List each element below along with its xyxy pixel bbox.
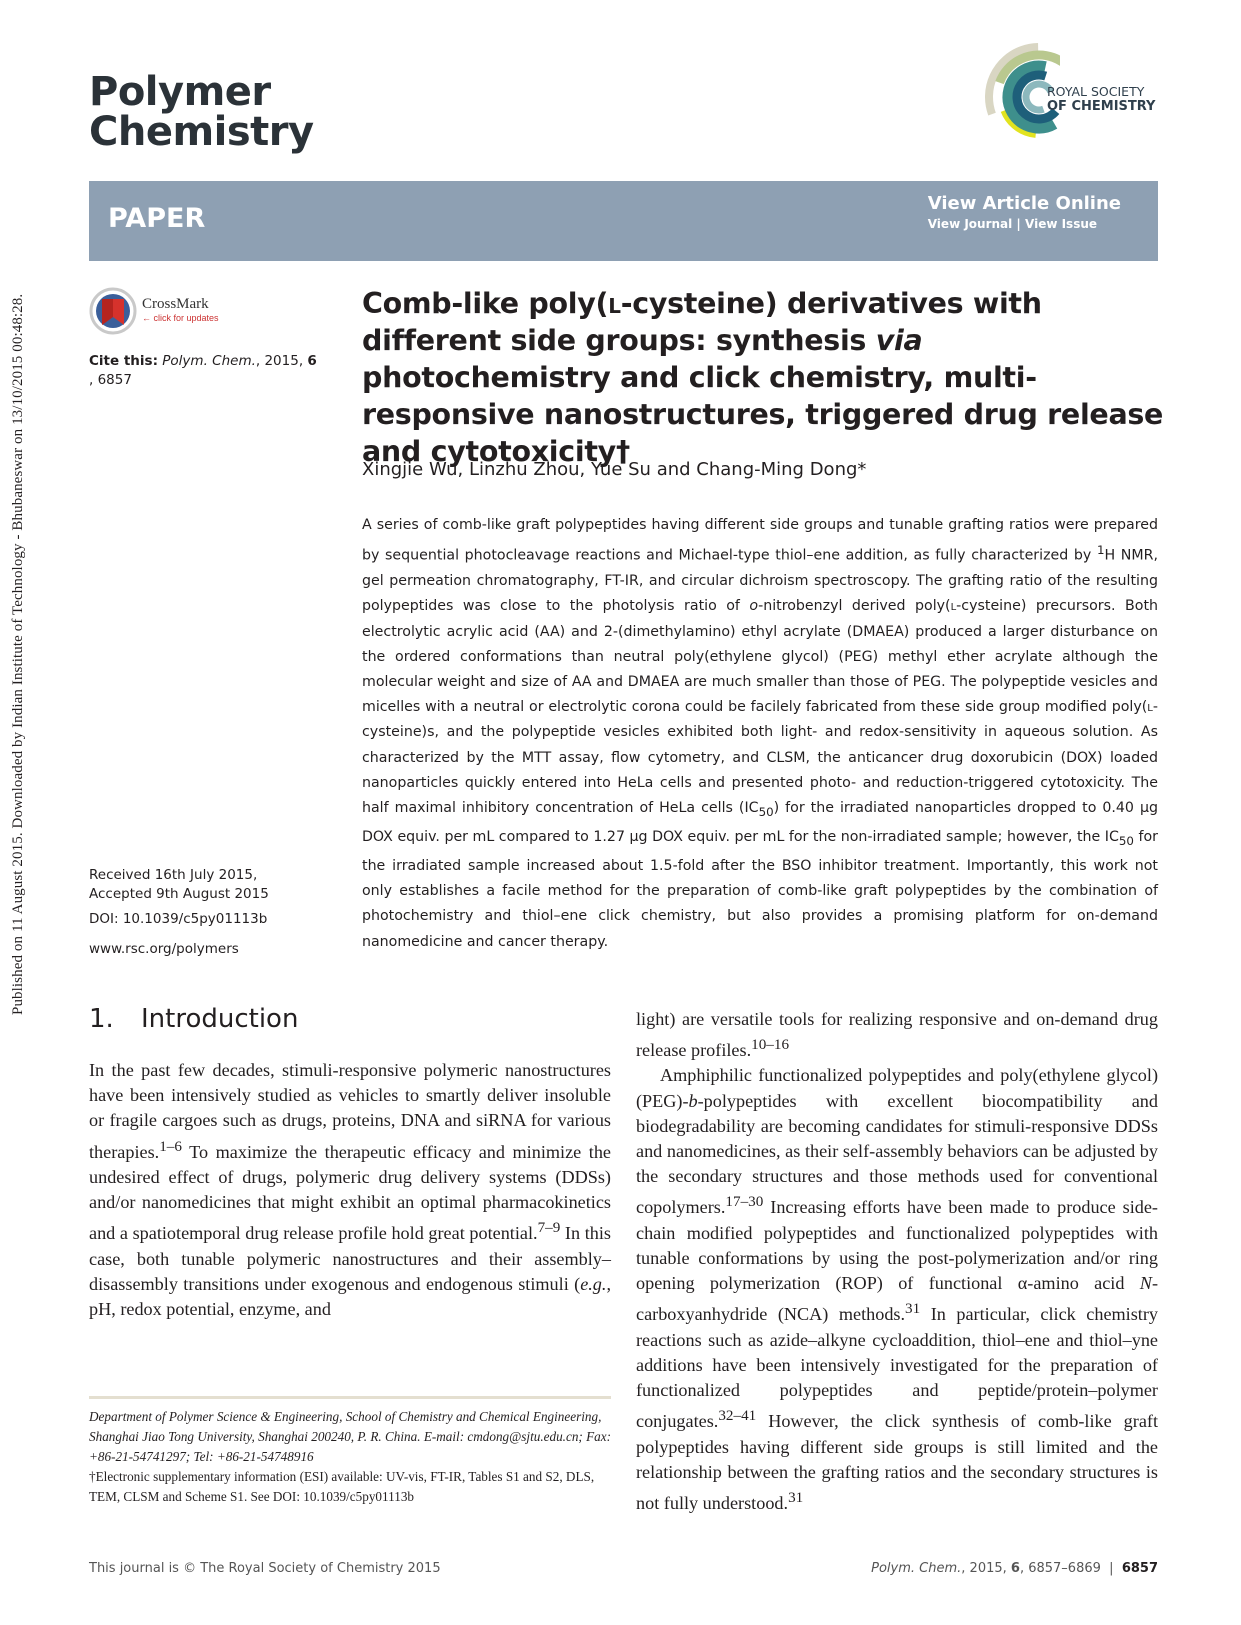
title-part-c: photochemistry and click chemistry, multi-responsive nanostructures, triggered drug release and cytotoxicity† (362, 361, 1164, 468)
intro-left-column (89, 1058, 611, 1322)
section-heading (89, 1004, 298, 1034)
rsc-name-line1: ROYAL SOCIETY (1047, 84, 1145, 99)
rsc-name-line2: OF CHEMISTRY (1047, 99, 1156, 114)
journal-title (89, 69, 489, 155)
abstract-subscript: 50 (1118, 833, 1134, 848)
view-issue-link[interactable]: View Issue (1025, 217, 1098, 231)
journal-issue-links (928, 217, 1121, 231)
footer-volume: 6 (1010, 1561, 1020, 1576)
abstract-small-caps: l (1147, 699, 1153, 716)
rsc-logo[interactable] (985, 40, 1165, 155)
abstract-italic: o (749, 598, 759, 615)
footer-pages: , 6857–6869 (1019, 1561, 1101, 1576)
cite-year: , 2015, (255, 353, 308, 369)
download-note: Published on 11 August 2015. Downloaded by Indian Institute of Technology - Bhubaneswar on 13/10/2015 00:48:28. (10, 293, 26, 1015)
abstract-text: -cysteine)s, and the polypeptide vesicles exhibited both light- and redox-sensitivity in aqueous solution. As characterized by the MTT assay, flow cytometry, and CLSM, the anticancer drug doxorubicin (DOX) loaded nanoparticles quickly entered into HeLa cells and presented photo- and reduction-triggered cytotoxicity. The half maximal inhibitory concentration of HeLa cells (IC (362, 699, 1158, 816)
reference-citation[interactable]: 10–16 (751, 1036, 790, 1054)
body-text: In particular, click chemistry reactions such as azide–alkyne cycloaddition, thiol–ene and thiol–yne additions have been intensively investigated for the preparation of functionalized polypeptides and peptide/protein–polymer conjugates. (636, 1304, 1158, 1432)
accepted-date: Accepted 9th August 2015 (89, 886, 269, 902)
cite-volume: 6 (307, 353, 317, 369)
article-type-banner (89, 181, 1158, 261)
reference-citation[interactable]: 7–9 (537, 1219, 561, 1237)
crossmark-label: CrossMark (142, 296, 209, 312)
section-number: 1. (89, 1004, 114, 1034)
reference-citation[interactable]: 17–30 (725, 1193, 764, 1211)
body-text: However, the click synthesis of comb-like graft polypeptides having different side groups is still limited and the relationship between the grafting ratios and the secondary structures is not fully understood. (636, 1411, 1158, 1513)
crossmark-sublabel-text: click for updates (153, 313, 219, 323)
footer-journal: Polym. Chem. (871, 1561, 962, 1576)
view-article-online-link[interactable]: View Article Online (927, 193, 1121, 214)
arrow-left-icon: ← (142, 313, 151, 323)
reference-citation[interactable]: 31 (788, 1488, 804, 1506)
copyright-footer: This journal is © The Royal Society of Chemistry 2015 (89, 1561, 441, 1576)
abstract-text: for the irradiated sample increased about 1.5-fold after the BSO inhibitor treatment. Importantly, this work not only establishes a facile method for the preparation of comb-like graft polypeptides by the combination of photochemistry and thiol–ene click chemistry, but also provides a promising platform for on-demand nanomedicine and cancer therapy. (362, 829, 1158, 950)
body-text: , pH, redox potential, enzyme, and (89, 1273, 611, 1319)
body-italic: N (1139, 1273, 1152, 1294)
abstract-text: ) for the irradiated nanoparticles dropped to 0.40 µg DOX equiv. per mL compared to 1.27 µg DOX equiv. per mL for the non-irradiated sample; however, the IC (362, 799, 1158, 845)
article-links (928, 193, 1121, 231)
footer-separator: | (1100, 1561, 1122, 1576)
page-number: 6857 (1121, 1561, 1158, 1576)
body-text: light) are versatile tools for realizing responsive and on-demand drug release profiles. (636, 1009, 1158, 1061)
footnotes (89, 1407, 611, 1507)
title-part-b: -cysteine) derivatives with different side groups: synthesis (362, 287, 1042, 357)
page-footer (871, 1561, 1158, 1576)
article-title (362, 285, 1167, 470)
cite-label: Cite this: (89, 353, 158, 369)
cite-journal: Polym. Chem. (162, 353, 256, 369)
body-italic: b (688, 1090, 698, 1111)
view-journal-link[interactable]: View Journal (927, 217, 1013, 231)
reference-citation[interactable]: 32–41 (718, 1407, 757, 1425)
abstract-superscript: 1 (1096, 543, 1105, 558)
title-l-prefix: l (608, 287, 621, 320)
abstract-text: -nitrobenzyl derived poly( (758, 598, 951, 615)
abstract-text: A series of comb-like graft polypeptides having different side groups and tunable grafting ratios were prepared by sequential photocleavage reactions and Michael-type thiol–ene addition, as fully characterized by (362, 517, 1158, 564)
received-date: Received 16th July 2015, (89, 867, 258, 883)
abstract-subscript: 50 (758, 804, 774, 819)
abstract-text: -cysteine) precursors. Both electrolytic acrylic acid (AA) and 2-(dimethylamino) ethyl acrylate (DMAEA) produced a larger disturbance on the ordered conformations than neutral poly(ethylene glycol) (PEG) methyl ether acrylate although the molecular weight and size of AA and DMAEA are much smaller than those of PEG. The polypeptide vesicles and micelles with a neutral or electrolytic corona could be facilely fabricated from these side group modified poly( (362, 598, 1158, 716)
body-text: Increasing efforts have been made to produce side-chain modified polypeptides and functionalized polypeptides with tunable conformations by using the post-polymerization and/or ring opening polymerization (ROP) of functional α-amino acid (636, 1197, 1158, 1294)
title-via: via (875, 324, 923, 357)
affiliation-footnote: Department of Polymer Science & Engineering, School of Chemistry and Chemical Engineering, Shanghai Jiao Tong University, Shanghai 200240, P. R. China. E-mail: cmdong@sjtu.edu.cn; Fax: +86-21-54741297; Tel: +86-21-54748916 (89, 1409, 612, 1464)
section-title: Introduction (141, 1004, 299, 1034)
citation (89, 352, 319, 390)
footnote-divider (89, 1396, 611, 1399)
article-type-label: PAPER (108, 203, 206, 234)
rsc-name (1047, 84, 1177, 114)
esi-footnote: †Electronic supplementary information (ESI) available: UV-vis, FT-IR, Tables S1 and S2, DLS, TEM, CLSM and Scheme S1. See DOI: 10.1039/c5py01113b (89, 1469, 595, 1504)
abstract-text: H NMR, gel permeation chromatography, FT-IR, and circular dichroism spectroscopy. The grafting ratio of the resulting polypeptides was close to the photolysis ratio of (362, 547, 1158, 615)
authors: Xingjie Wu, Linzhu Zhou, Yue Su and Chang-Ming Dong* (362, 459, 867, 480)
crossmark-icon (89, 287, 137, 335)
body-text: -polypeptides with excellent biocompatibility and biodegradability are becoming candidates for stimuli-responsive DDSs and nanomedicines, as their self-assembly behaviors can be adjusted by the secondary structures and those methods used for conventional copolymers. (636, 1090, 1158, 1218)
body-text: -carboxyanhydride (NCA) methods. (636, 1273, 1158, 1325)
reference-citation[interactable]: 1–6 (159, 1137, 182, 1155)
body-text: To maximize the therapeutic efficacy and minimize the undesired effect of drugs, polymeric drug delivery systems (DDSs) and/or nanomedicines that might exhibit an optimal pharmacokinetics and a spatiotemporal drug release profile hold great potential. (89, 1141, 611, 1244)
reference-citation[interactable]: 31 (905, 1300, 921, 1318)
title-part-a: Comb-like poly( (362, 287, 609, 320)
crossmark-badge[interactable] (89, 287, 229, 337)
journal-title-line1: Polymer (89, 69, 271, 115)
doi[interactable]: DOI: 10.1039/c5py01113b (89, 911, 268, 927)
abstract-small-caps: l (950, 598, 957, 615)
intro-right-column (636, 1007, 1158, 1516)
article-dates (89, 866, 329, 904)
crossmark-sublabel (142, 313, 219, 323)
body-text: In the past few decades, stimuli-responsive polymeric nanostructures have been intensively studied as vehicles to smartly deliver insoluble or fragile cargoes such as drugs, proteins, DNA and siRNA for various therapies. (89, 1060, 611, 1162)
journal-title-line2: Chemistry (89, 109, 314, 155)
cite-page: , 6857 (89, 372, 132, 388)
abstract (362, 513, 1158, 955)
body-text: In this case, both tunable polymeric nanostructures and their assembly–disassembly transitions under exogenous and endogenous stimuli ( (89, 1223, 611, 1294)
footer-year: , 2015, (961, 1561, 1011, 1576)
body-text: Amphiphilic functionalized polypeptides and poly(ethylene glycol) (PEG)- (636, 1065, 1158, 1111)
links-separator: | (1012, 217, 1025, 231)
journal-website-link[interactable]: www.rsc.org/polymers (89, 941, 239, 957)
body-italic: e.g. (580, 1273, 607, 1294)
